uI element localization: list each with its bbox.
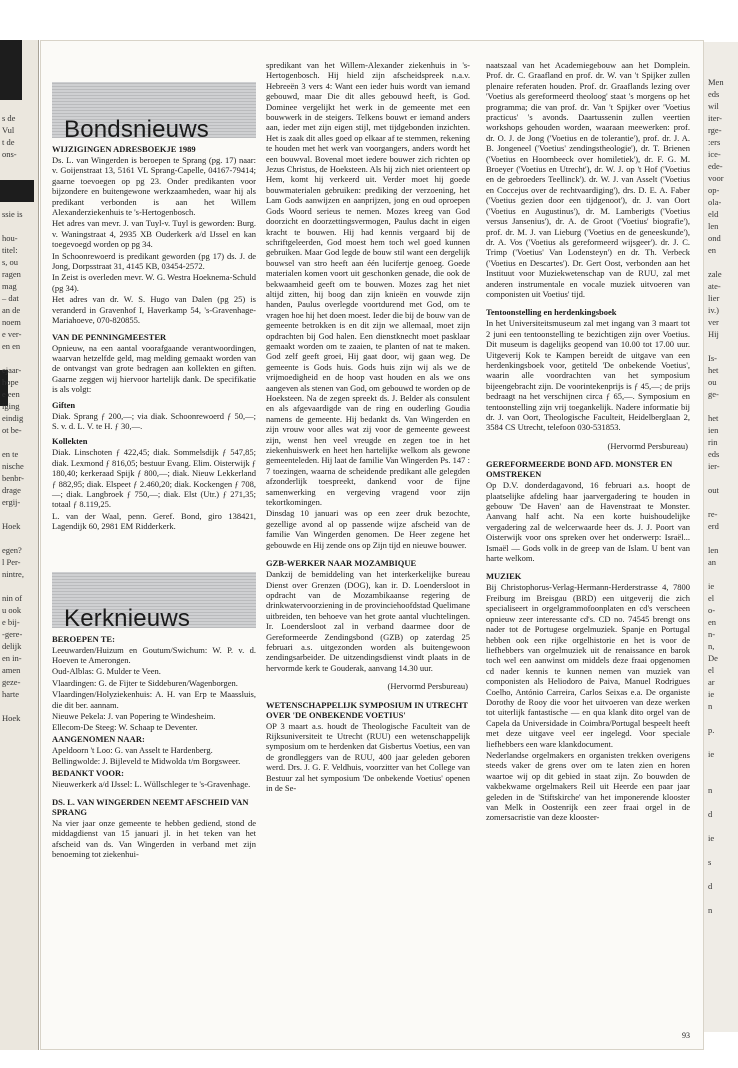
edge-text-fragment: e ver- [2,329,22,339]
edge-text-fragment: mag [2,281,17,291]
right-adjacent-page [703,42,738,1032]
edge-text-fragment: erd [708,521,719,531]
edge-text-fragment: egen? [2,545,22,555]
edge-text-fragment: ie [708,581,715,591]
tentoonstelling-heading: Tentoonstelling en herdenkingsboek [486,307,617,318]
edge-text-fragment: geze- [2,677,21,687]
gereformeerde-bond-heading: GEREFORMEERDE BOND AFD. MONSTER EN OMSTREKEN [486,459,673,480]
edge-text-fragment: d [708,809,713,819]
aangenomen-line: Apeldoorn 't Loo: G. van Asselt te Hardenberg. [52,744,213,755]
afscheid-closing: Dinsdag 10 januari was op een zeer druk bezochte, gezellige avond al op passende wijze afscheid van de familie Van Wingerden genomen. De Heer zegene het gebouwde en Hij zende ons op Zijn tijd en nieuwe bouwer. [266,508,470,550]
kollekten-heading: Kollekten [52,436,88,447]
adres-paragraph: In Schoonrewoerd is predikant geworden (pg 17) ds. J. de Jong, Dorpsstraat 31, 4145 KB, 03454-2572. [52,250,256,272]
edge-text-fragment: n [708,785,713,795]
edge-text-fragment: rge- [708,125,722,135]
edge-text-fragment: iter- [708,113,722,123]
penning-heading: VAN DE PENNINGMEESTER [52,331,167,342]
afscheid-heading: DS. L. VAN WINGERDEN NEEMT AFSCHEID VAN SPRANG [52,797,249,818]
beroepen-line: Nieuwe Pekela: J. van Popering te Windesheim. [52,711,216,722]
edge-text-fragment: eds [708,89,720,99]
edge-text-fragment: n [708,701,713,711]
edge-text-fragment: Men [708,77,724,87]
edge-text-fragment: ejaar- [2,365,22,375]
edge-text-fragment: ate- [708,281,721,291]
beroepen-line: Oud-Alblas: G. Mulder te Veen. [52,666,161,677]
edge-text-fragment: ons- [2,149,17,159]
edge-text-fragment: ot be- [2,425,22,435]
edge-text-fragment: e bij- [2,617,20,627]
beroepen-line: Vlaardingen/Holyziekenhuis: A. H. van Erp te Maassluis, die dit ber. aannam. [52,689,256,710]
adres-paragraph: Ds. L. van Wingerden is beroepen te Sprang (pg. 17) naar: v. Goijenstraat 13, 5161 VL Sprang-Capelle, 04167-79414; gaarne toevoegen op pg 23. Onder predikanten voor bijzondere en buitengewone werkzaamheden, waar hij als predikant verbonden is aan het Willem Alexanderziekenhuis te 's-Hertogenbosch. [52,155,256,218]
edge-text-fragment: Hoek [2,521,21,531]
beroepen-line: Leeuwarden/Huizum en Goutum/Swichum: W. P. v. d. Hoeven te Amerongen. [52,644,256,665]
aangenomen-heading: AANGENOMEN NAAR: [52,733,145,744]
symposium-continued: naatszaal van het Academiegebouw aan het Domplein. Prof. dr. C. Graafland en prof. dr. W. van 't Spijker zullen plenaire referaten houden. Prof. dr. Graaflands lezing over 'Voetius als gereformeerd theoloog' staat 's morgens op het programma; die van prof. dr. Van 't Spijker over 'Voetius practicus' 's avonds. Daartussenin zullen veertien workshops gehouden worden, waaraan meewerken: prof. dr. O. J. de Jong ('Voetius en de tolerantie'), prof. dr. J. A. B. Jongeneel ('Voetius' zendingstheologie'), dr. T. Brienen ('Voetius en Hoornbeeck over homiletiek'), dr. F. G. M. Broeyer ('Voetius en Utrecht'), dr. W. J. op 't Hof ('Voetius en de gebroeders Teellinck'). dr. W. J. van Asselt ('Voetius en Coccejus over de rechtvaardiging'), drs. D. E. A. Faber ('Voetius gezien door een tijdgenoot'), dr. J. van Oort ('Voetius en Augustinus'), dr. M. Lamberigts ('Voetius versus Jansenius'), dr. A. de Groot ('Voetius' biografie'), prof. dr. M. J. van Lieburg ('Voetius en de geneeskunde'), dr. A. Vos ('Voetius als gereformeerd wijsgeer'). dr. J. C. Trimp ('Voetius' Van Lodensteyn') en dr. Th. Verbeck ('Voetius en Descartes'). Dr. Gert Oost, verbonden aan het Instituut voor Muziekwetenschap van de RUU, zal met anderen instrumentale en vocale muziek uitvoeren van componisten uit Voetius' tijd. [486,60,690,299]
edge-text-fragment: rin [708,437,718,447]
column-2 [266,40,470,794]
edge-text-fragment: nin of [2,593,23,603]
edge-text-fragment: Hoek [2,713,21,723]
beroepen-line: Vlaardingen: G. de Fijter te Siddeburen/Wagenborgen. [52,677,238,688]
edge-text-fragment: iv.) [708,305,720,315]
edge-text-fragment: len [708,221,719,231]
edge-text-fragment: an [708,557,717,567]
edge-text-fragment: el [708,593,715,603]
edge-text-fragment: drage [2,485,21,495]
edge-text-fragment: ien [708,425,719,435]
gereformeerde-bond-paragraph: Op D.V. donderdagavond, 16 februari a.s. hoopt de plaatselijke afdeling haar jaarvergadering te houden in gebouw 'De Haven' aan de Havenstraat te Monster. Aanvang half acht. Na een korte huishoudelijke vergadering zal de welcerwaarde heer ds. J. J. Poort van Oisterwijk voor ons spreken over het onderwerp: Israël... Ismaël — Gods volk in de greep van de Islam. U bent van harte welkom. [486,480,690,564]
edge-text-fragment: p. [708,725,715,735]
symposium-heading: WETENSCHAPPELIJK SYMPOSIUM IN UTRECHT OVER 'DE ONBEKENDE VOETIUS' [266,699,468,720]
edge-text-fragment: ge- [708,389,719,399]
edge-text-fragment: s [708,857,712,867]
penning-closing: L. van der Waal, penn. Geref. Bond, giro 138421, Lagendijk 60, 2981 EM Ridderkerk. [52,510,256,532]
edge-text-fragment: n [708,905,713,915]
giften-heading: Giften [52,399,76,410]
edge-text-fragment: an de [2,305,21,315]
adres-paragraph: Het adres van dr. W. S. Hugo van Dalen (pg 25) is veranderd in Gravenhof I, Haverkamp 54, 's-Gravenhage-Mariahoeve, 070-820855. [52,294,256,326]
edge-text-fragment: voor [708,173,724,183]
column-1 [52,40,256,861]
edge-text-fragment: s de [2,113,16,123]
edge-text-fragment: ie [708,749,715,759]
edge-text-fragment: ie [708,833,715,843]
beroepen-line: Ellecom-De Steeg: W. Schaap te Deventer. [52,722,198,733]
gzb-heading: GZB-WERKER NAAR MOZAMBIQUE [266,558,417,569]
edge-text-fragment: amen [2,665,21,675]
aangenomen-line: Bellingwolde: J. Bijleveld te Midwolda t/m Borgsweer. [52,756,241,767]
edge-text-fragment: ver [708,317,719,327]
column-3 [486,40,690,824]
edge-text-fragment: ragen [2,269,21,279]
edge-text-fragment: Vul [2,125,15,135]
muziek-heading: MUZIEK [486,571,522,582]
edge-text-fragment: nische [2,461,24,471]
edge-text-fragment: u ook [2,605,22,615]
tentoonstelling-source: (Hervormd Persbureau) [607,440,688,451]
edge-text-fragment: ou [708,377,717,387]
edge-text-fragment: hope [2,377,19,387]
edge-text-fragment: l Per- [2,557,21,567]
beroepen-heading: BEROEPEN TE: [52,633,115,644]
magazine-page [40,40,704,1050]
edge-text-fragment: ar [708,677,715,687]
edge-text-fragment: ssie is [2,209,23,219]
edge-text-fragment: eld [708,209,719,219]
muziek-paragraph: Nederlandse orgelmakers en organisten trekken overigens steeds vaker de grens over om te laten zien en horen waartoe wij op dit gebied in staat zijn. Zo bouwden de vakbekwame orgelmakers Reil uit Heerde een paar jaar geleden in de 'Stiftskirche' van het imponerende klooster van Melk in Oostenrijk een zeer fraai orgel in de zomersacristie van deze klooster- [486,749,690,823]
edge-text-fragment: hou- [2,233,18,243]
afscheid-continued: spredikant van het Willem-Alexander ziekenhuis in 's-Hertogenbosch. Hij hield zijn afscheidspreek n.a.v. Hebreeën 3 vers 4: Want een ieder huis wordt van iemand gebouwd, maar Die dit alles gebouwd heeft, is God. Dominee vergelijkt het werk in de gemeente met een bouwwerk in de steigers. Telkens bouwt er iemand anders aan, ieder met zijn eigen stijl, met tijdgebonden inzichten. Het is zaak dit alles goed op elkaar af te stemmen, rekening te houden met het werk van voorgangers, anders wordt het een bouwval. Bovenal moet iedere bouwer zich richten op Jezus Christus, de Hoeksteen. Als hij zich niet orienteert op Hem, komt hij verkeerd uit. Verder moet hij goede bouwmaterialen gebruiken: prediking der verzoening, het Lam Gods aanwijzen en aanprijzen, jong en oud oproepen Gods Woord serieus te nemen. Mozes kreeg van God doorzicht en doorzettingsvermogen, Paulus dacht in eigen kracht te bouwen. Hij had kennis vergaard bij de schriftgeleerden, God moest hem toch wel goed kunnen gebruiken. Maar God legde de bouw stil want een dergelijk bouwsel van stro heeft aan één lucifertje genoeg. Goede materialen komen voort uit geschonken genade, die ook de bekwaamheid geeft om te bouwen. Mozes zag het niet altijd zitten, hij boog dan zijn knieën en vouwde zijn handen, Paulus overlegde voortdurend met God, om te vragen hoe hij het doen moest. Ieder die bij de bouw van de gemeente betrokken is en dit zijn we allemaal, moet zijn opdrachten bij God halen. Een dienstknecht moet pasklaar gemaakt worden om te zaaien, te planten of nat te maken. God zelf geeft groei, Hij gaat door, wij gaan weg. De gemeente is Gods huis. Gods huis zijn wij als we de vrijmoedigheid en de hoop vast houden en als we ons aangeven als stenen van God, om gebouwd te worden op de Hoeksteen. Na de zegen spreekt ds. J. Belder als consulent en als afgevaardigde van de ring en ouderling Goudia namens de gemeente. Hij bedankt ds. Van Wingerden en zijn vrouw voor alles wat zij voor de gemeente geweest zijn, wenst hen veel vreugde en zegen toe in het ziekenhuiswerk en heet hen hartelijke welkom als gewone gemeenteleden. Hij laat de familie Van Wingerden Ps. 147 : 7 toezingen, waarna de scheidende predikant alle gelegden afzonderlijk toespreekt, dankend voor de fijne samenwerking en vergeving vragend voor zijn tekortkomingen. [266,60,470,508]
edge-text-fragment: op- [708,185,720,195]
edge-text-fragment: De [708,653,718,663]
muziek-paragraph: Bij Christophorus-Verlag-Hermann-Herderstrasse 4, 7800 Freiburg im Breisgau (BRD) een uitgeverij die zich specialiseert in orgelgrammofoonplaten en cd's verscheen opnieuw zeer interessante cd's. CD no. 74545 brengt ons nader tot de Portugese orgelmuziek. Spanje en Portugal hebben ook een rijke orgelhistorie en het is voor de liefhebbers van orgelmuziek uit de renaissance en barok toch wel een aanwinst om middels deze fraai opgenomen cd nader kennis te kunnen nemen van muziek van componisten als Heliodoro de Paiva, Manuel Rodrigues Coelho, António Carreira, Carlos Seixas e.a. De organiste Dorothy de Rooy die voor het uitvoeren van deze werken tot uiterlijk fantastische — en qua klank dito orgel van de Capela da Universidade in Coimbra/Portugal bespeelt heeft met deze uitgave veel eer ingelegd. Voor speciale liefhebbers een ware klankdocument. [486,582,690,749]
edge-text-fragment: eindig [2,413,24,423]
edge-text-fragment: noem [2,317,21,327]
bedankt-line: Nieuwerkerk a/d IJssel: L. Wüllschleger te 's-Gravenhage. [52,778,251,789]
edge-text-fragment: s, ou [2,257,19,267]
edge-text-fragment: d [708,881,713,891]
edge-text-fragment: n, [708,641,715,651]
edge-text-fragment: e een [2,389,20,399]
edge-text-fragment: len [708,545,719,555]
edge-text-fragment: en [708,617,717,627]
edge-text-fragment: titel: [2,245,18,255]
edge-text-fragment: :ers [708,137,721,147]
edge-text-fragment: delijk [2,641,22,651]
left-page-black-bar [0,40,22,100]
edge-text-fragment: Hij [708,329,719,339]
edge-text-fragment: en en [2,341,21,351]
adres-heading: WIJZIGINGEN ADRESBOEKJE 1989 [52,144,196,154]
edge-text-fragment: wil [708,101,719,111]
giften-paragraph: Diak. Sprang ƒ 200,—; via diak. Schoonrewoerd ƒ 50,—; S. v. d. L. V. te H. ƒ 30,—. [52,410,256,431]
left-adjacent-page [0,40,39,1050]
edge-text-fragment: ergij- [2,497,21,507]
edge-text-fragment: -gere- [2,629,23,639]
left-page-black-bar [0,180,34,202]
edge-text-fragment: eds [708,449,720,459]
edge-text-fragment: zale [708,269,722,279]
kerknieuws-title: Kerknieuws [64,605,191,633]
edge-text-fragment: nintre, [2,569,24,579]
edge-text-fragment: re- [708,509,718,519]
symposium-paragraph: OP 3 maart a.s. houdt de Theologische Faculteit van de Rijksuniversiteit te Utrecht (RUU) een wetenschappelijk symposium om te herdenken dat Gisbertus Voetius, een van de grondleggers van de RUU, 400 jaar geleden geboren werd. Drs. J. G. F. Veldhuis, voorzitter van het College van Bestuur zal het symposium 'De onbekende Voetius' openen in de Se- [266,720,470,793]
bondsnieuws-title: Bondsnieuws [64,115,209,143]
edge-text-fragment: harte [2,689,19,699]
edge-text-fragment: ond [708,233,721,243]
afscheid-paragraph: Na vier jaar onze gemeente te hebben gediend, stond de middagdienst van 15 januari jl. in het teken van het afscheid van ds. Van Wingerden in verband met zijn benoeming tot ziekenhui- [52,818,256,860]
edge-text-fragment: ice- [708,149,721,159]
edge-text-fragment: het [708,413,719,423]
adres-paragraph: In Zeist is overleden mevr. W. G. Westra Hoeknema-Schuld (pg 34). [52,272,256,293]
gzb-paragraph: Dankzij de bemiddeling van het interkerkelijke bureau Dienst over Grenzen (DOG), kan ir. D. Loendersloot in opdracht van de Mozambikaanse regering de drinkwatervoorziening in de provinciehoofdstad Quelimane uitbreiden, ten behoeve van het grote aantal vluchtelingen. Ir. Loendersloot zal in verband daarmee door de Gereformeerde Zendingsbond (GZB) op zaterdag 25 februari a.s. uitgezonden worden als buitengewoon zendingsarbeider. De uitzendingsdienst vindt plaats in de hervormde kerk te Gouderak, aanvang 14.30 uur. [266,569,470,673]
kollekten-paragraph: Diak. Linschoten ƒ 422,45; diak. Sommelsdijk ƒ 547,85; diak. Lexmond ƒ 816,05; bestuur Evang. Elim. Oisterwijk ƒ 180,40; kerkeraad Spijk ƒ 800,—; diak. Nieuw Lekkerland ƒ 882,95; diak. Elspeet ƒ 2.460,20; diak. Kockengen ƒ 708,—; diak. Langbroek ƒ 750,—; diak. Elst (Utr.) ƒ 271,35; totaal ƒ 8.119,25. [52,447,256,510]
edge-text-fragment: het [708,365,719,375]
edge-text-fragment: benbr- [2,473,25,483]
edge-text-fragment: – dat [2,293,19,303]
edge-text-fragment: el [708,665,715,675]
edge-text-fragment: t de [2,137,15,147]
edge-text-fragment: ier- [708,461,720,471]
edge-text-fragment: lier [708,293,720,303]
edge-text-fragment: en [708,245,717,255]
bondsnieuws-banner [52,82,256,143]
edge-text-fragment: out [708,485,719,495]
edge-text-fragment: ola- [708,197,722,207]
edge-text-fragment: iging [2,401,20,411]
adres-paragraph: Het adres van mevr. J. van Tuyl-v. Tuyl is geworden: Burg. v. Waningstraat 4, 2935 XB Ouderkerk a/d IJssel en kan toegevoegd worden op pg 34. [52,218,256,250]
edge-text-fragment: o- [708,605,716,615]
bedankt-heading: BEDANKT VOOR: [52,767,125,778]
gzb-source: (Hervormd Persbureau) [387,681,468,692]
tentoonstelling-paragraph: In het Universiteitsmuseum zal met ingang van 3 maart tot 2 juni een tentoonstelling te bezichtigen zijn over Voetius. Dit museum is dagelijks geopend van 10.00 tot 17.00 uur. Uitgeverij Kok te Kampen bereidt de uitgave van een herdenkingsboek voor, getiteld 'De onbekende Voetius', waarin alle voordrachten van het symposium bijeengebracht zijn. De voorintekenprijs is ƒ 45,—; de prijs bedraagt na het verschijnen circa ƒ 65,—. Symposium en tentoonstelling zijn vrij toegankelijk. Nadere informatie bij dr. J. van Oort, Theologische Faculteit, Heidelberglaan 2, 3584 CS Utrecht, telefoon 030-531853. [486,318,690,433]
edge-text-fragment: n- [708,629,716,639]
page-number: 93 [682,1031,690,1040]
kerknieuws-banner [52,572,256,633]
edge-text-fragment: ede- [708,161,723,171]
edge-text-fragment: ie [708,689,715,699]
edge-text-fragment: en in- [2,653,22,663]
edge-text-fragment: Is- [708,353,717,363]
edge-text-fragment: en te [2,449,19,459]
penning-paragraph: Opnieuw, na een aantal voorafgaande verantwoordingen, waarvan hetzelfde geld, mag melding gemaakt worden van de ontvangst van grote bedragen aan kollekten en giften. Gaarne zeggen wij hiervoor hartelijk dank. De specifikatie is als volgt: [52,342,256,395]
